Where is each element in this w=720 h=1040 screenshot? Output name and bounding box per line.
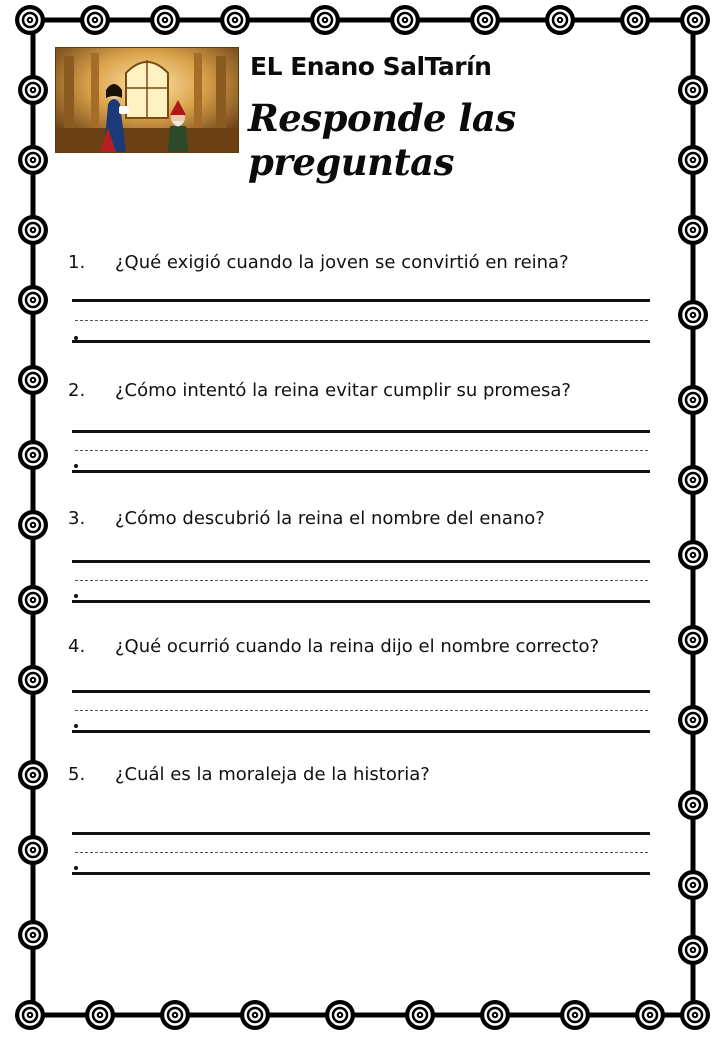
answer-guide-line <box>75 710 648 711</box>
swirl-ornament-icon <box>545 5 575 35</box>
question-text: ¿Cómo intentó la reina evitar cumplir su promesa? <box>115 380 571 401</box>
swirl-ornament-icon <box>678 870 708 900</box>
swirl-ornament-icon <box>240 1000 270 1030</box>
swirl-ornament-icon <box>18 215 48 245</box>
question-text: ¿Cómo descubrió la reina el nombre del enano? <box>115 508 545 529</box>
swirl-ornament-icon <box>310 5 340 35</box>
swirl-ornament-icon <box>220 5 250 35</box>
answer-start-dot <box>74 866 78 870</box>
swirl-ornament-icon <box>680 5 710 35</box>
swirl-ornament-icon <box>18 75 48 105</box>
answer-line[interactable] <box>72 560 650 563</box>
story-illustration <box>55 47 239 153</box>
swirl-ornament-icon <box>405 1000 435 1030</box>
swirl-ornament-icon <box>15 5 45 35</box>
answer-start-dot <box>74 594 78 598</box>
answer-line[interactable] <box>72 600 650 603</box>
swirl-ornament-icon <box>15 1000 45 1030</box>
answer-guide-line <box>75 450 648 451</box>
question-item <box>0 380 720 490</box>
answer-line[interactable] <box>72 470 650 473</box>
question-text: ¿Qué ocurrió cuando la reina dijo el nombre correcto? <box>115 636 600 657</box>
answer-line[interactable] <box>72 340 650 343</box>
page-title: Responde las preguntas <box>248 96 516 184</box>
question-item <box>0 252 720 362</box>
story-subtitle: EL Enano SalTarín <box>250 52 492 81</box>
answer-line[interactable] <box>72 430 650 433</box>
swirl-ornament-icon <box>85 1000 115 1030</box>
swirl-ornament-icon <box>480 1000 510 1030</box>
answer-start-dot <box>74 724 78 728</box>
question-text: ¿Cuál es la moraleja de la historia? <box>115 764 430 785</box>
swirl-ornament-icon <box>160 1000 190 1030</box>
question-item <box>0 764 720 874</box>
swirl-ornament-icon <box>18 145 48 175</box>
question-number: 4. <box>68 636 86 657</box>
question-item <box>0 636 720 746</box>
swirl-ornament-icon <box>560 1000 590 1030</box>
answer-guide-line <box>75 580 648 581</box>
question-number: 2. <box>68 380 86 401</box>
swirl-ornament-icon <box>620 5 650 35</box>
answer-start-dot <box>74 464 78 468</box>
swirl-ornament-icon <box>680 1000 710 1030</box>
question-number: 1. <box>68 252 86 273</box>
swirl-ornament-icon <box>635 1000 665 1030</box>
answer-line[interactable] <box>72 299 650 302</box>
swirl-ornament-icon <box>678 215 708 245</box>
question-item <box>0 508 720 618</box>
answer-line[interactable] <box>72 690 650 693</box>
swirl-ornament-icon <box>18 920 48 950</box>
swirl-ornament-icon <box>678 935 708 965</box>
swirl-ornament-icon <box>325 1000 355 1030</box>
answer-guide-line <box>75 320 648 321</box>
question-number: 3. <box>68 508 86 529</box>
answer-line[interactable] <box>72 832 650 835</box>
swirl-ornament-icon <box>80 5 110 35</box>
swirl-ornament-icon <box>470 5 500 35</box>
swirl-ornament-icon <box>150 5 180 35</box>
answer-guide-line <box>75 852 648 853</box>
answer-line[interactable] <box>72 730 650 733</box>
question-text: ¿Qué exigió cuando la joven se convirtió en reina? <box>115 252 569 273</box>
answer-line[interactable] <box>72 872 650 875</box>
question-number: 5. <box>68 764 86 785</box>
swirl-ornament-icon <box>390 5 420 35</box>
